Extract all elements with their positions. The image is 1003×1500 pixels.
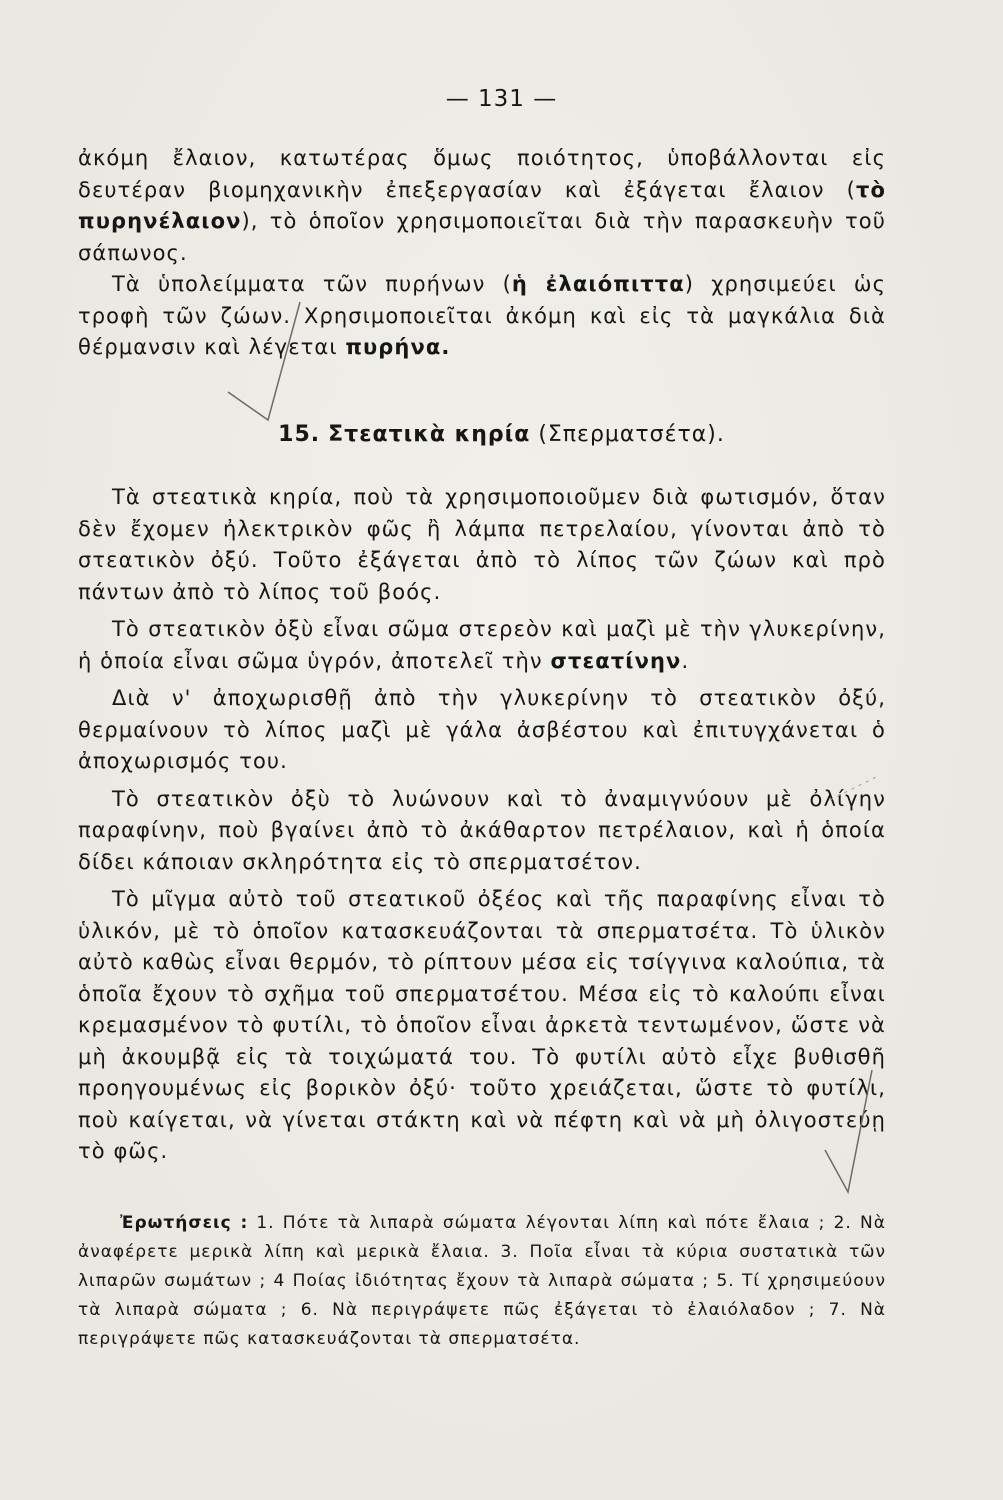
- term-pyrinelaion: τὸ πυρηνέλαιον: [78, 177, 886, 233]
- text-run: ἀκόμη ἔλαιον, κατωτέρας ὅμως ποιότητος, ὑποβάλλονται εἰς δευτέραν βιομηχανικὴν ἐπεξεργασίαν καὶ ἐξάγεται ἔλαιον (: [78, 146, 886, 202]
- text-run: ) χρησιμεύει ὡς τροφὴ τῶν ζώων. Χρησιμοποιεῖται ἀκόμη καὶ εἰς τὰ μαγκάλια διὰ θέρμανσιν καὶ λέγεται: [78, 272, 886, 359]
- page-number: — 131 —: [445, 86, 558, 112]
- paragraph-candles-intro: Τὰ στεατικὰ κηρία, ποὺ τὰ χρησιμοποιοῦμεν διὰ φωτισμόν, ὅταν δὲν ἔχομεν ἠλεκτρικὸν φῶς ἢ λάμπα πετρελαίου, γίνονται ἀπὸ τὸ στεατικὸν ὀξύ. Τοῦτο ἐξάγεται ἀπὸ τὸ λίπος τῶν ζώων καὶ πρὸ πάντων ἀπὸ τὸ λίπος τοῦ βοός.: [78, 485, 886, 604]
- questions-text: 1. Πότε τὰ λιπαρὰ σώματα λέγονται λίπη καὶ πότε ἔλαια ; 2. Νὰ ἀναφέρετε μερικὰ λίπη καὶ μερικὰ ἔλαια. 3. Ποῖα εἶναι τὰ κύρια συστατικὰ τῶν λιπαρῶν σωμάτων ; 4 Ποίας ἰδιότητας ἔχουν τὰ λιπαρὰ σώματα ; 5. Τί χρησιμεύουν τὰ λιπαρὰ σώματα ; 6. Νὰ περιγράψετε πῶς ἐξάγεται τὸ ἐλαιόλαδον ; 7. Νὰ περιγράψετε πῶς κατασκευάζονται τὰ σπερματσέτα.: [78, 1213, 886, 1349]
- paragraph-pyrinelaion: [78, 143, 886, 269]
- questions-label: Ἐρωτήσεις :: [120, 1213, 249, 1233]
- questions-block: [78, 1209, 886, 1354]
- paragraph-elaiopitta: [78, 269, 886, 364]
- text-run: .: [681, 648, 690, 673]
- text-block-main: [78, 482, 886, 1168]
- term-elaiopitta: ἡ ἐλαιόπιττα: [511, 272, 685, 296]
- term-pyrina: πυρήνα.: [345, 335, 451, 359]
- paragraph-paraffin: Τὸ στεατικὸν ὀξὺ τὸ λυώνουν καὶ τὸ ἀναμιγνύουν μὲ ὀλίγην παραφίνην, ποὺ βγαίνει ἀπὸ τὸ ἀκάθαρτον πετρέλαιον, καὶ ἡ ὁποία δίδει κάποιαν σκληρότητα εἰς τὸ σπερματσέτον.: [78, 786, 886, 874]
- text-run: Τὰ ὑπολείμματα τῶν πυρήνων (: [112, 272, 512, 296]
- section-title: Στεατικὰ κηρία: [328, 422, 531, 447]
- text-block-top: [78, 143, 886, 364]
- paragraph-molding: Τὸ μῖγμα αὐτὸ τοῦ στεατικοῦ ὀξέος καὶ τῆς παραφίνης εἶναι τὸ ὑλικόν, μὲ τὸ ὁποῖον κατασκευάζονται τὰ σπερματσέτα. Τὸ ὑλικὸν αὐτὸ καθὼς εἶναι θερμόν, τὸ ρίπτουν μέσα εἰς τσίγγινα καλούπια, τὰ ὁποῖα ἔχουν τὸ σχῆμα τοῦ σπερματσέτου. Μέσα εἰς τὸ καλούπι εἶναι κρεμασμένον τὸ φυτίλι, τὸ ὁποῖον εἶναι ἀρκετὰ τεντωμένον, ὥστε νὰ μὴ ἀκουμβᾷ εἰς τὰ τοιχώματά του. Τὸ φυτίλι αὐτὸ εἶχε βυθισθῆ προηγουμένως εἰς βορικὸν ὀξύ· τοῦτο χρειάζεται, ὥστε τὸ φυτίλι, ποὺ καίγεται, νὰ γίνεται στάκτη καὶ νὰ πέφτη καὶ νὰ μὴ ὀλιγοστεύῃ τὸ φῶς.: [78, 887, 886, 1163]
- section-subtitle: (Σπερματσέτα).: [538, 422, 725, 447]
- term-stearin: στεατίνην: [550, 648, 682, 673]
- text-run: Τὸ στεατικὸν ὀξὺ εἶναι σῶμα στερεὸν καὶ μαζὶ μὲ τὴν γλυκερίνην, ἡ ὁποία εἶναι σῶμα ὑγρόν, ἀποτελεῖ τὴν: [78, 617, 886, 673]
- paragraph-stearic-acid: [78, 614, 886, 677]
- paragraph-separation: Διὰ ν' ἀποχωρισθῇ ἀπὸ τὴν γλυκερίνην τὸ στεατικὸν ὀξύ, θερμαίνουν τὸ λίπος μαζὶ μὲ γάλα ἀσβέστου καὶ ἐπιτυγχάνεται ὁ ἀποχωρισμός του.: [78, 686, 886, 773]
- section-heading: [0, 422, 1003, 447]
- section-number: 15.: [278, 422, 321, 447]
- text-run: ), τὸ ὁποῖον χρησιμοποιεῖται διὰ τὴν παρασκευὴν τοῦ σάπωνος.: [78, 209, 886, 265]
